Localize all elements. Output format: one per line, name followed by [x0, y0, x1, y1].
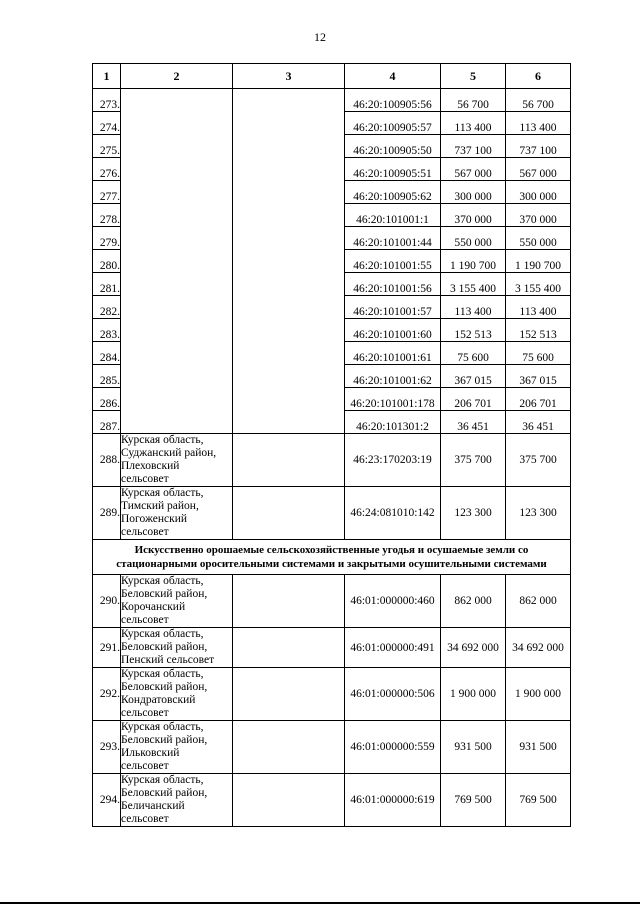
table-body: [93, 89, 571, 827]
value-col-5: 56 700: [441, 89, 506, 112]
cadastral-number: 46:20:101001:55: [345, 250, 441, 273]
row-number: 292.: [93, 668, 121, 721]
cadastral-number: 46:23:170203:19: [345, 434, 441, 487]
cadastral-number: 46:20:101001:57: [345, 296, 441, 319]
location-cell: [121, 721, 233, 774]
row-number: 273.: [93, 89, 121, 112]
value-col-6: 123 300: [506, 487, 571, 540]
value-col-6: 931 500: [506, 721, 571, 774]
header-row: [93, 64, 571, 89]
row-number: 290.: [93, 575, 121, 628]
column-3-cell-empty: [233, 487, 345, 540]
page-number: 12: [314, 30, 326, 44]
location-line: сельсовет: [121, 614, 169, 626]
location-cell: [121, 434, 233, 487]
value-col-5: 567 000: [441, 158, 506, 181]
column-3-cell-empty: [233, 628, 345, 668]
column-3-cell-empty: [233, 668, 345, 721]
cadastral-number: 46:20:101001:56: [345, 273, 441, 296]
value-col-5: 36 451: [441, 411, 506, 434]
column-3-cell-empty: [233, 575, 345, 628]
value-col-5: 75 600: [441, 342, 506, 365]
cadastral-number: 46:01:000000:619: [345, 774, 441, 827]
location-cell: [121, 487, 233, 540]
value-col-6: 34 692 000: [506, 628, 571, 668]
table-row: [93, 774, 571, 827]
location-cell: [121, 668, 233, 721]
table-row: [93, 628, 571, 668]
cadastral-number: 46:20:100905:62: [345, 181, 441, 204]
land-table: [92, 63, 571, 827]
location-line: сельсовет: [121, 526, 169, 538]
cadastral-number: 46:01:000000:559: [345, 721, 441, 774]
header-col-2: 2: [121, 64, 233, 89]
value-col-5: 370 000: [441, 204, 506, 227]
column-3-cell-empty: [233, 434, 345, 487]
location-line: сельсовет: [121, 707, 169, 719]
row-number: 289.: [93, 487, 121, 540]
location-line: Ильковский: [121, 747, 180, 759]
table-row: [93, 89, 571, 112]
table-row: [93, 487, 571, 540]
row-number: 287.: [93, 411, 121, 434]
row-number: 280.: [93, 250, 121, 273]
value-col-6: 206 701: [506, 388, 571, 411]
cadastral-number: 46:24:081010:142: [345, 487, 441, 540]
location-line: Курская область,: [121, 774, 204, 786]
value-col-5: 367 015: [441, 365, 506, 388]
table-row: [93, 575, 571, 628]
value-col-6: 113 400: [506, 296, 571, 319]
table-row: [93, 434, 571, 487]
value-col-5: 113 400: [441, 112, 506, 135]
location-line: Беловский район,: [121, 734, 208, 746]
cadastral-number: 46:20:101001:60: [345, 319, 441, 342]
value-col-6: 769 500: [506, 774, 571, 827]
location-cell: [121, 575, 233, 628]
table-row: [93, 668, 571, 721]
column-3-cell-empty: [233, 89, 345, 434]
cadastral-number: 46:01:000000:491: [345, 628, 441, 668]
cadastral-number: 46:20:101001:44: [345, 227, 441, 250]
value-col-6: 56 700: [506, 89, 571, 112]
value-col-6: 113 400: [506, 112, 571, 135]
location-line: Беловский район,: [121, 787, 208, 799]
row-number: 286.: [93, 388, 121, 411]
header-col-4: 4: [345, 64, 441, 89]
value-col-5: 862 000: [441, 575, 506, 628]
value-col-6: 152 513: [506, 319, 571, 342]
value-col-6: 3 155 400: [506, 273, 571, 296]
value-col-5: 550 000: [441, 227, 506, 250]
location-cell: [121, 628, 233, 668]
location-line: Беловский район,: [121, 588, 208, 600]
bottom-rule: [0, 902, 640, 904]
value-col-6: 1 900 000: [506, 668, 571, 721]
location-line: Беловский район,: [121, 681, 208, 693]
section-row: [93, 540, 571, 575]
value-col-6: 737 100: [506, 135, 571, 158]
value-col-6: 567 000: [506, 158, 571, 181]
row-number: 282.: [93, 296, 121, 319]
row-number: 278.: [93, 204, 121, 227]
column-3-cell-empty: [233, 774, 345, 827]
location-line: Курская область,: [121, 434, 204, 446]
value-col-5: 152 513: [441, 319, 506, 342]
row-number: 284.: [93, 342, 121, 365]
cadastral-number: 46:20:101001:62: [345, 365, 441, 388]
value-col-5: 3 155 400: [441, 273, 506, 296]
location-line: Курская область,: [121, 487, 204, 499]
section-title: Искусственно орошаемые сельскохозяйственные угодья и осушаемые земли со стационарными оросительными системами и закрытыми осушительными системами: [93, 540, 571, 575]
value-col-5: 300 000: [441, 181, 506, 204]
location-line: Курская область,: [121, 575, 204, 587]
value-col-6: 370 000: [506, 204, 571, 227]
value-col-5: 769 500: [441, 774, 506, 827]
value-col-5: 931 500: [441, 721, 506, 774]
value-col-5: 1 190 700: [441, 250, 506, 273]
location-line: сельсовет: [121, 813, 169, 825]
header-col-1: 1: [93, 64, 121, 89]
cadastral-number: 46:20:100905:50: [345, 135, 441, 158]
row-number: 281.: [93, 273, 121, 296]
value-col-5: 737 100: [441, 135, 506, 158]
cadastral-number: 46:20:101001:61: [345, 342, 441, 365]
header-col-6: 6: [506, 64, 571, 89]
location-cell: [121, 774, 233, 827]
value-col-6: 367 015: [506, 365, 571, 388]
cadastral-number: 46:20:100905:51: [345, 158, 441, 181]
cadastral-number: 46:20:100905:56: [345, 89, 441, 112]
row-number: 274.: [93, 112, 121, 135]
location-line: Курская область,: [121, 628, 204, 640]
table-row: [93, 721, 571, 774]
cadastral-number: 46:20:101301:2: [345, 411, 441, 434]
location-line: Курская область,: [121, 721, 204, 733]
location-line: сельсовет: [121, 760, 169, 772]
row-number: 294.: [93, 774, 121, 827]
row-number: 276.: [93, 158, 121, 181]
value-col-6: 300 000: [506, 181, 571, 204]
value-col-5: 34 692 000: [441, 628, 506, 668]
location-line: Суджанский район,: [121, 447, 217, 459]
row-number: 277.: [93, 181, 121, 204]
location-line: Погоженский: [121, 513, 188, 525]
value-col-5: 113 400: [441, 296, 506, 319]
cadastral-number: 46:01:000000:460: [345, 575, 441, 628]
cadastral-number: 46:20:101001:1: [345, 204, 441, 227]
row-number: 285.: [93, 365, 121, 388]
location-line: сельсовет: [121, 473, 169, 485]
value-col-6: 36 451: [506, 411, 571, 434]
location-line: Беличанский: [121, 800, 185, 812]
location-line: Курская область,: [121, 668, 204, 680]
cadastral-number: 46:20:100905:57: [345, 112, 441, 135]
value-col-5: 123 300: [441, 487, 506, 540]
value-col-6: 375 700: [506, 434, 571, 487]
location-line: Тимский район,: [121, 500, 199, 512]
header-col-5: 5: [441, 64, 506, 89]
row-number: 288.: [93, 434, 121, 487]
column-3-cell-empty: [233, 721, 345, 774]
value-col-5: 206 701: [441, 388, 506, 411]
row-number: 291.: [93, 628, 121, 668]
location-line: Кондратовский: [121, 694, 196, 706]
location-line: Плеховский: [121, 460, 180, 472]
value-col-5: 1 900 000: [441, 668, 506, 721]
location-line: Корочанский: [121, 601, 186, 613]
row-number: 275.: [93, 135, 121, 158]
value-col-6: 1 190 700: [506, 250, 571, 273]
location-line: Беловский район,: [121, 641, 208, 653]
header-col-3: 3: [233, 64, 345, 89]
value-col-6: 862 000: [506, 575, 571, 628]
row-number: 283.: [93, 319, 121, 342]
location-line: Пенский сельсовет: [121, 654, 215, 666]
row-number: 279.: [93, 227, 121, 250]
row-number: 293.: [93, 721, 121, 774]
value-col-6: 75 600: [506, 342, 571, 365]
location-cell-empty: [121, 89, 233, 434]
value-col-5: 375 700: [441, 434, 506, 487]
value-col-6: 550 000: [506, 227, 571, 250]
cadastral-number: 46:20:101001:178: [345, 388, 441, 411]
cadastral-number: 46:01:000000:506: [345, 668, 441, 721]
